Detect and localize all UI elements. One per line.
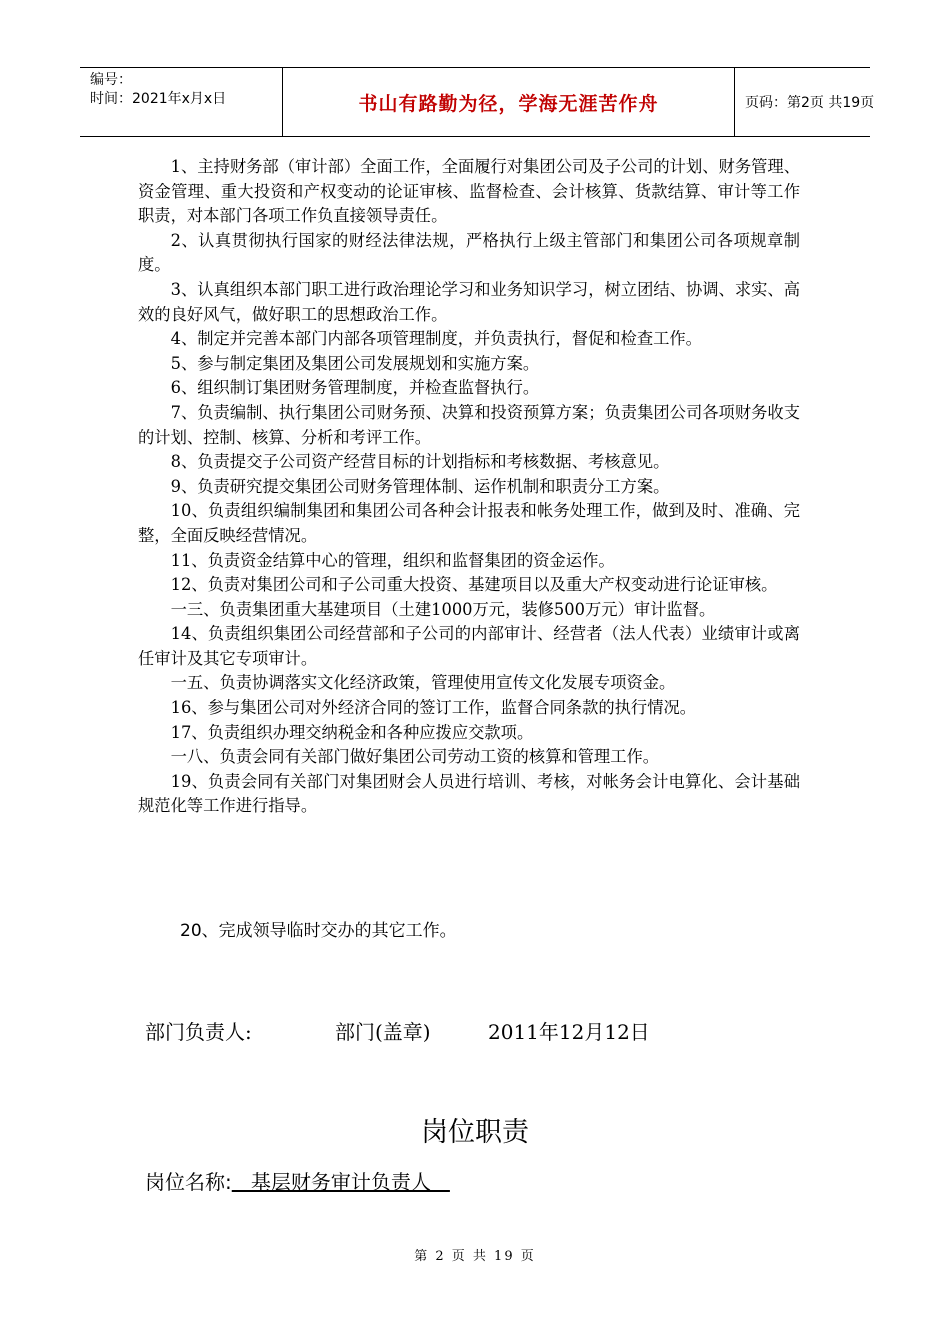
header-page-cell bbox=[735, 68, 875, 136]
duty-item: 4、制定并完善本部门内部各项管理制度，并负责执行，督促和检查工作。 bbox=[170, 329, 702, 349]
duty-item: 16、参与集团公司对外经济合同的签订工作，监督合同条款的执行情况。 bbox=[170, 698, 697, 718]
department-head-label: 部门负责人: bbox=[145, 1020, 252, 1044]
duty-item-20: 20、完成领导临时交办的其它工作。 bbox=[180, 921, 457, 941]
duty-item: 14、负责组织集团公司经营部和子公司的内部审计、经营者（法人代表）业绩审计或离任审计及其它专项审计。 bbox=[138, 624, 800, 668]
position-line bbox=[145, 1166, 450, 1195]
duty-item: 17、负责组织办理交纳税金和各种应拨应交款项。 bbox=[170, 722, 534, 742]
duty-item: 11、负责资金结算中心的管理，组织和监督集团的资金运作。 bbox=[170, 550, 615, 570]
duty-item: 一五、负责协调落实文化经济政策，管理使用宣传文化发展专项资金。 bbox=[170, 673, 676, 693]
duty-item: 8、负责提交子公司资产经营目标的计划指标和考核数据、考核意见。 bbox=[170, 452, 670, 472]
duty-item: 19、负责会同有关部门对集团财会人员进行培训、考核，对帐务会计电算化、会计基础规范化等工作进行指导。 bbox=[138, 771, 800, 816]
duty-item: 一三、负责集团重大基建项目（土建1000万元，装修500万元）审计监督。 bbox=[170, 599, 716, 619]
duty-item: 7、负责编制、执行集团公司财务预、决算和投资预算方案；负责集团公司各项财务收支的计划、控制、核算、分析和考评工作。 bbox=[138, 402, 800, 447]
duties-list bbox=[138, 155, 800, 819]
duty-item: 6、组织制订集团财务管理制度，并检查监督执行。 bbox=[170, 378, 540, 398]
duty-item: 10、负责组织编制集团和集团公司各种会计报表和帐务处理工作，做到及时、准确、完整，全面反映经营情况。 bbox=[138, 501, 800, 545]
page-header bbox=[80, 67, 875, 137]
header-page-info: 页码：第2页 共19页 bbox=[745, 95, 875, 111]
document-date-label: 时间：2021年x月x日 bbox=[90, 91, 227, 107]
duty-item: 9、负责研究提交集团公司财务管理体制、运作机制和职责分工方案。 bbox=[170, 476, 670, 496]
page-footer: 第 2 页 共 19 页 bbox=[414, 1249, 536, 1264]
duty-item: 3、认真组织本部门职工进行政治理论学习和业务知识学习，树立团结、协调、求实、高效的良好风气，做好职工的思想政治工作。 bbox=[138, 279, 800, 324]
duty-item: 2、认真贯彻执行国家的财经法律法规，严格执行上级主管部门和集团公司各项规章制度。 bbox=[138, 230, 800, 275]
duty-item: 1、主持财务部（审计部）全面工作，全面履行对集团公司及子公司的计划、财务管理、资金管理、重大投资和产权变动的论证审核、监督检查、会计核算、货款结算、审计等工作职责，对本部门各项工作负直接领导责任。 bbox=[138, 157, 800, 226]
duty-item: 12、负责对集团公司和子公司重大投资、基建项目以及重大产权变动进行论证审核。 bbox=[170, 575, 778, 595]
department-seal-label: 部门(盖章) bbox=[335, 1020, 431, 1044]
duty-item: 一八、负责会同有关部门做好集团公司劳动工资的核算和管理工作。 bbox=[170, 747, 660, 767]
duty-item: 5、参与制定集团及集团公司发展规划和实施方案。 bbox=[170, 353, 540, 373]
header-motto: 书山有路勤为径，学海无涯苦作舟 bbox=[358, 92, 659, 115]
signature-date: 2011年12月12日 bbox=[488, 1020, 650, 1044]
section-title: 岗位职责 bbox=[421, 1117, 529, 1148]
header-meta-cell bbox=[80, 68, 283, 136]
header-motto-cell bbox=[283, 68, 735, 136]
position-value: 基层财务审计负责人 bbox=[231, 1170, 450, 1194]
document-number-label: 编号： bbox=[90, 72, 132, 88]
position-label: 岗位名称: bbox=[145, 1170, 232, 1194]
